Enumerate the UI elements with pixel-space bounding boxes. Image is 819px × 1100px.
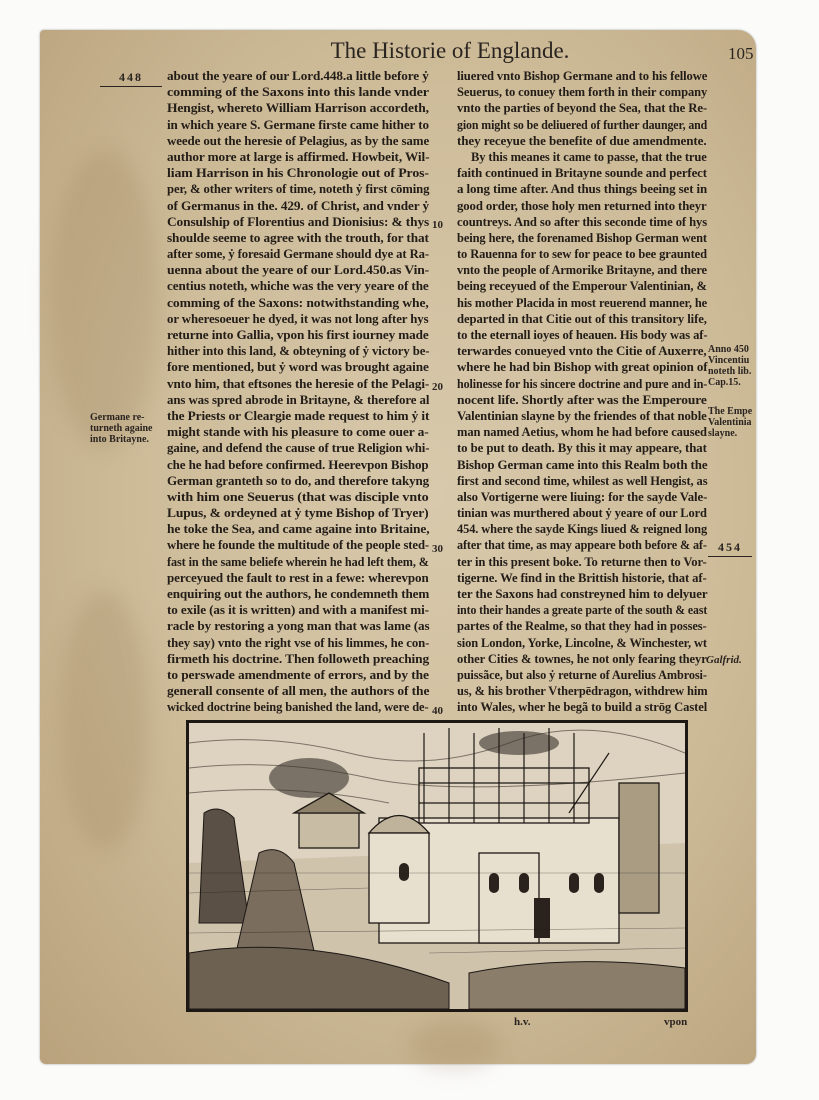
text-line: Consulship of Florentius and Dionisius: & thys: [167, 214, 430, 229]
text-line: to exile (as it is written) and with a manifest mi-: [167, 603, 429, 618]
text-line: ter in this present boke. To returne then to Vor-: [457, 554, 707, 569]
text-line: sion London, Yorke, Lincolne, & Winchester, wt: [457, 635, 707, 650]
text-line: terwardes conueyed vnto the Citie of Auxerre,: [457, 344, 707, 359]
text-line: to the eternall ioyes of heauen. His body was af-: [457, 328, 708, 342]
text-line: author more at large is affirmed. Howbeit, Wil-: [167, 149, 430, 164]
text-line: tinian was murthered about ẏ yeare of our Lord: [457, 506, 707, 521]
text-line: che he had before confirmed. Heerevpon Bishop: [167, 457, 429, 472]
text-line: after that time, as may appeare both before & af-: [457, 538, 707, 553]
text-line: vnto the people of Armorike Britayne, and there: [457, 263, 707, 278]
text-line: being receyued of the Emperour Valentinian, &: [457, 279, 707, 294]
text-line: uenna about the yeare of our Lord.450.as Vin-: [167, 263, 430, 278]
text-line: of Germanus in the. 429. of Christ, and vnder ẏ: [167, 198, 430, 213]
text-line: firmeth his doctrine. Then followeth preaching: [167, 651, 430, 666]
margin-note-line: The Empe: [708, 406, 753, 417]
text-line: Lupus, & ordeyned at ẏ tyme Bishop of Tryer): [167, 506, 429, 521]
text-line: or wheresoeuer he dyed, it was not long after hys: [167, 311, 429, 326]
left-text-column: [167, 68, 429, 716]
right-text-column: [457, 68, 707, 716]
text-line: to Rauenna for to sew for peace to bee graunted: [457, 247, 707, 262]
text-line: might stande with his pleasure to come ouer a-: [167, 425, 429, 440]
running-title: The Historie of Englande.: [330, 38, 570, 63]
text-line: being here, the forenamed Bishop German went: [457, 230, 707, 245]
text-line: he toke the Sea, and came againe into Britaine,: [167, 522, 430, 537]
margin-note-line: slayne.: [708, 428, 738, 439]
margin-note-galfrid: Galfrid.: [706, 654, 742, 666]
margin-note-line: Vincentiu: [708, 355, 750, 366]
margin-note-germane: [90, 412, 153, 445]
text-line: gion might so be deliuered of further daunger, and: [457, 117, 708, 132]
margin-note-emperour: [708, 406, 752, 439]
catchword: vpon: [664, 1016, 688, 1028]
text-line: German granteth so to do, and therefore takyng: [167, 473, 430, 488]
margin-note-anno: [708, 344, 751, 388]
text-line: where he had bin Bishop with great opinion of: [457, 360, 708, 375]
text-line: Bishop German came into this Realm both the: [457, 457, 708, 472]
text-line: 454. where the sayde Kings liued & reigned long: [457, 522, 708, 537]
margin-note-line: turneth againe: [90, 423, 153, 434]
margin-note-line: Germane re-: [90, 412, 145, 423]
text-line: By this meanes it came to passe, that the true: [470, 149, 707, 164]
text-line: to perswade amendmente of errors, and by the: [167, 667, 429, 682]
text-line: liuered vnto Bishop Germane and to his fellowe: [457, 69, 708, 83]
text-line: ter the Saxons had constreyned him to delyuer: [457, 587, 708, 601]
text-line: they say) vnto the right vse of his limmes, he con-: [167, 635, 430, 650]
text-line: generall consente of all men, the authors of the: [167, 684, 430, 699]
text-line: Valentinian slayne by the friendes of that noble: [457, 408, 707, 423]
line-number: 20: [432, 381, 443, 393]
text-line: centius noteth, whiche was the very yeare of the: [167, 279, 429, 294]
text-line: to be put to death. By this it may appeare, that: [457, 441, 707, 456]
text-line: into their handes a greate parte of the south & east: [457, 603, 708, 618]
text-line: faith continued in Britayne sounde and perfect: [457, 166, 707, 181]
text-line: us, & his brother Vtherpēdragon, withdrew him: [457, 684, 708, 699]
paper-stain: [50, 150, 160, 450]
text-line: good order, those holy men returned into theyr: [457, 198, 707, 213]
line-number: 40: [432, 705, 443, 717]
text-line: wicked doctrine being banished the land, were de-: [167, 700, 429, 715]
text-line: fast in the same beliefe wherein he had left them, &: [167, 554, 429, 569]
text-line: per, & other writers of time, noteth ẏ first cōming: [167, 182, 430, 197]
text-line: comming of the Saxons into this lande vnder: [167, 85, 429, 100]
text-line: gaine, and defend the cause of true Religion whi-: [167, 441, 430, 456]
margin-note-line: noteth lib.: [708, 366, 752, 377]
text-line: fore mentioned, but ẏ word was brought againe: [167, 360, 429, 375]
text-line: weede out the heresie of Pelagius, as by the same: [167, 133, 430, 148]
woodcut-building-scene: [189, 723, 685, 1009]
text-line: hither into this land, & obteyning of ẏ victory be-: [167, 344, 430, 359]
text-line: enquiring out the authors, he condemneth them: [167, 587, 430, 601]
text-line: into Wales, wher he begã to build a strōg Castel: [457, 700, 708, 715]
paper-stain: [60, 590, 150, 850]
text-line: where he founde the multitude of the people sted-: [167, 538, 430, 553]
text-line: liam Harrison in his Chronologie out of Pros-: [167, 166, 429, 181]
text-line: also Vortigerne were liuing: for the sayde Vale-: [457, 489, 708, 504]
margin-note-line: Cap.15.: [708, 377, 741, 388]
text-line: a long time after. And thus things beeing set in: [457, 182, 708, 197]
margin-note-line: into Britayne.: [90, 434, 149, 445]
text-line: the Priests or Cleargie made request to him ẏ it: [167, 408, 430, 423]
text-line: nocent life. Shortly after was the Emperoure: [457, 392, 707, 407]
line-number: 10: [432, 219, 443, 231]
text-line: ans was spred abrode in Britayne, & therefore al: [167, 392, 430, 407]
text-line: man named Aetius, whom he had before caused: [457, 425, 707, 440]
signature-mark: h.v.: [514, 1016, 531, 1028]
text-line: they receyue the benefite of due amendmente.: [457, 133, 707, 148]
text-line: after some, ẏ foresaid Germane should dye at Ra-: [167, 247, 429, 262]
text-line: first and second time, whilest as well Hengist, as: [457, 473, 708, 488]
text-line: vnto him, that eftsones the heresie of the Pelagi-: [167, 376, 430, 391]
paper-stain: [410, 1020, 500, 1070]
text-line: partes of the Realme, so that they had in posses-: [457, 619, 707, 634]
text-line: Hengist, whereto William Harrison accordeth,: [167, 101, 429, 116]
text-line: holinesse for his sincere doctrine and pure and in-: [457, 376, 708, 391]
page-number: 105: [728, 44, 754, 63]
text-line: in which yeare S. Germane firste came hither to: [167, 117, 429, 132]
margin-year-448: 448: [100, 70, 162, 87]
woodcut-illustration: [186, 720, 688, 1012]
text-line: vnto the parties of beyond the Sea, that the Re-: [457, 101, 708, 116]
text-line: racle by restoring a yong man that was lame (as: [167, 619, 430, 634]
text-line: other Cities & townes, he not only fearing theyr: [457, 651, 707, 666]
text-line: shoulde seeme to agree with the trouth, for that: [167, 230, 429, 245]
text-line: tigerne. We find in the Brittish historie, that af-: [457, 570, 707, 585]
text-line: with him one Seuerus (that was disciple vnto: [167, 489, 429, 504]
text-line: departed in that Citie out of this transitory life,: [457, 311, 707, 326]
text-line: puissãce, but also ẏ returne of Aurelius Ambrosi-: [457, 667, 707, 682]
text-line: perceyued the fault to rest in a fewe: wherevpon: [167, 570, 429, 585]
text-line: countreys. And so after this seconde time of hys: [457, 214, 708, 229]
text-line: comming of the Saxons: notwithstanding whe,: [167, 295, 429, 310]
text-line: about the yeare of our Lord.448.a little before ẏ: [167, 69, 429, 83]
margin-note-line: Anno 450: [708, 344, 749, 355]
margin-note-line: Valentinia: [708, 417, 752, 428]
text-line: his mother Placida in most reuerend manner, he: [457, 295, 708, 310]
text-line: returne into Gallia, vpon his first iourney made: [167, 328, 429, 342]
margin-year-454: 454: [708, 540, 752, 557]
text-line: Seuerus, to conuey them forth in their company: [457, 85, 708, 100]
line-number: 30: [432, 543, 443, 555]
